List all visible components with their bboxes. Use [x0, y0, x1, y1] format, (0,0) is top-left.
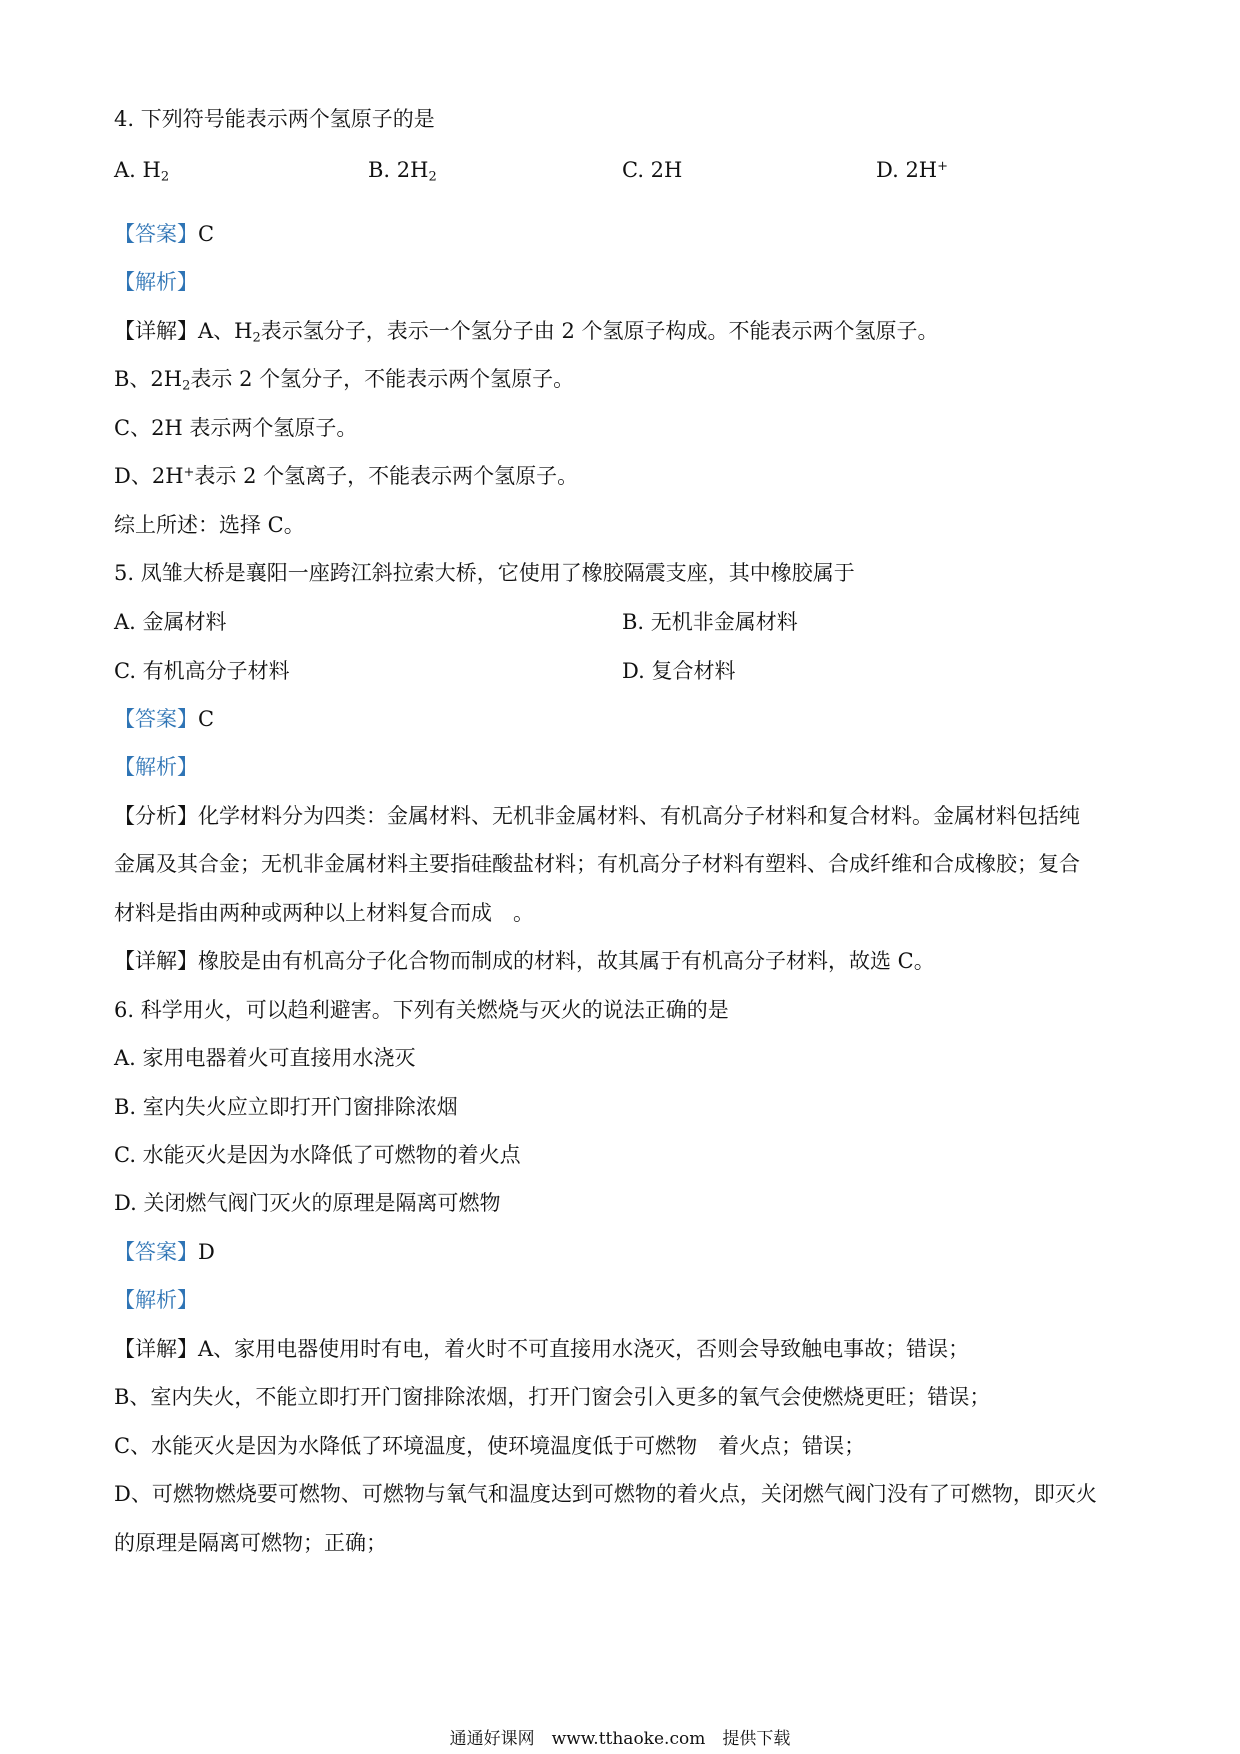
q4-question: 4. 下列符号能表示两个氢原子的是 [114, 107, 435, 131]
q6-question: 6. 科学用火，可以趋利避害。下列有关燃烧与灭火的说法正确的是 [114, 998, 729, 1022]
q6-detail-b: B、室内失火，不能立即打开门窗排除浓烟，打开门窗会引入更多的氧气会使燃烧更旺；错误； [114, 1385, 991, 1409]
q4-option-c: C. 2H [622, 158, 683, 182]
q6-option-a: A. 家用电器着火可直接用水浇灭 [114, 1046, 416, 1070]
q4-options [114, 155, 1124, 185]
q6-detail-c: C、水能灭火是因为水降低了环境温度，使环境温度低于可燃物 着火点；错误； [114, 1434, 866, 1458]
q6-detail-d-2: 的原理是隔离可燃物；正确； [114, 1531, 387, 1555]
q5-option-a: A. 金属材料 [114, 610, 227, 634]
q5-option-d: D. 复合材料 [622, 659, 736, 683]
q4-option-b: B. $2H_2$ [368, 158, 437, 185]
answer-tag: 【答案】 [114, 707, 198, 731]
q4-detail-c: C、2H 表示两个氢原子。 [114, 416, 358, 440]
q5-analysis-2: 金属及其合金；无机非金属材料主要指硅酸盐材料；有机高分子材料有塑料、合成纤维和合成橡胶；复合 [114, 852, 1080, 876]
q6-option-b: B. 室内失火应立即打开门窗排除浓烟 [114, 1095, 458, 1119]
footer-source: 通通好课网 www.tthaoke.com 提供下载 [449, 1729, 791, 1749]
answer-tag: 【答案】 [114, 1240, 198, 1264]
answer-tag: 【答案】 [114, 222, 198, 246]
q5-analysis-tag: 【解析】 [114, 755, 198, 779]
q4-analysis-tag: 【解析】 [114, 270, 198, 294]
q6-option-c: C. 水能灭火是因为水降低了可燃物的着火点 [114, 1143, 521, 1167]
q4-detail-b: B、$2H_2$表示 2 个氢分子，不能表示两个氢原子。 [114, 367, 575, 394]
q5-question: 5. 凤雏大桥是襄阳一座跨江斜拉索大桥，它使用了橡胶隔震支座，其中橡胶属于 [114, 561, 855, 585]
q4-option-d: D. 2H+ [876, 158, 949, 182]
q5-option-c: C. 有机高分子材料 [114, 659, 290, 683]
q4-summary: 综上所述：选择 C。 [114, 513, 305, 537]
q4-detail-a: 【详解】A、$H_2$表示氢分子，表示一个氢分子由 2 个氢原子构成。不能表示两个氢原子。 [114, 319, 939, 346]
q5-analysis-3: 材料是指由两种或两种以上材料复合而成 。 [114, 901, 534, 925]
q6-answer: 【答案】D [114, 1240, 215, 1264]
q5-options-row-1 [114, 607, 1124, 637]
q5-options-row-2 [114, 656, 1124, 686]
q6-analysis-tag: 【解析】 [114, 1288, 198, 1312]
q6-option-d: D. 关闭燃气阀门灭火的原理是隔离可燃物 [114, 1191, 501, 1215]
q4-option-a: A. $H_2$ [114, 158, 170, 185]
q4-answer: 【答案】C [114, 222, 215, 246]
q5-analysis-1: 【分析】化学材料分为四类：金属材料、无机非金属材料、有机高分子材料和复合材料。金属材料包括纯 [114, 804, 1080, 828]
q5-answer: 【答案】C [114, 707, 215, 731]
q6-detail-a: 【详解】A、家用电器使用时有电，着火时不可直接用水浇灭，否则会导致触电事故；错误； [114, 1337, 970, 1361]
q5-detail: 【详解】橡胶是由有机高分子化合物而制成的材料，故其属于有机高分子材料，故选 C。 [114, 949, 935, 973]
q6-detail-d-1: D、可燃物燃烧要可燃物、可燃物与氧气和温度达到可燃物的着火点，关闭燃气阀门没有了可燃物，即灭火 [114, 1482, 1097, 1506]
q5-option-b: B. 无机非金属材料 [622, 610, 798, 634]
q4-detail-d: D、2H+表示 2 个氢离子，不能表示两个氢原子。 [114, 464, 579, 488]
